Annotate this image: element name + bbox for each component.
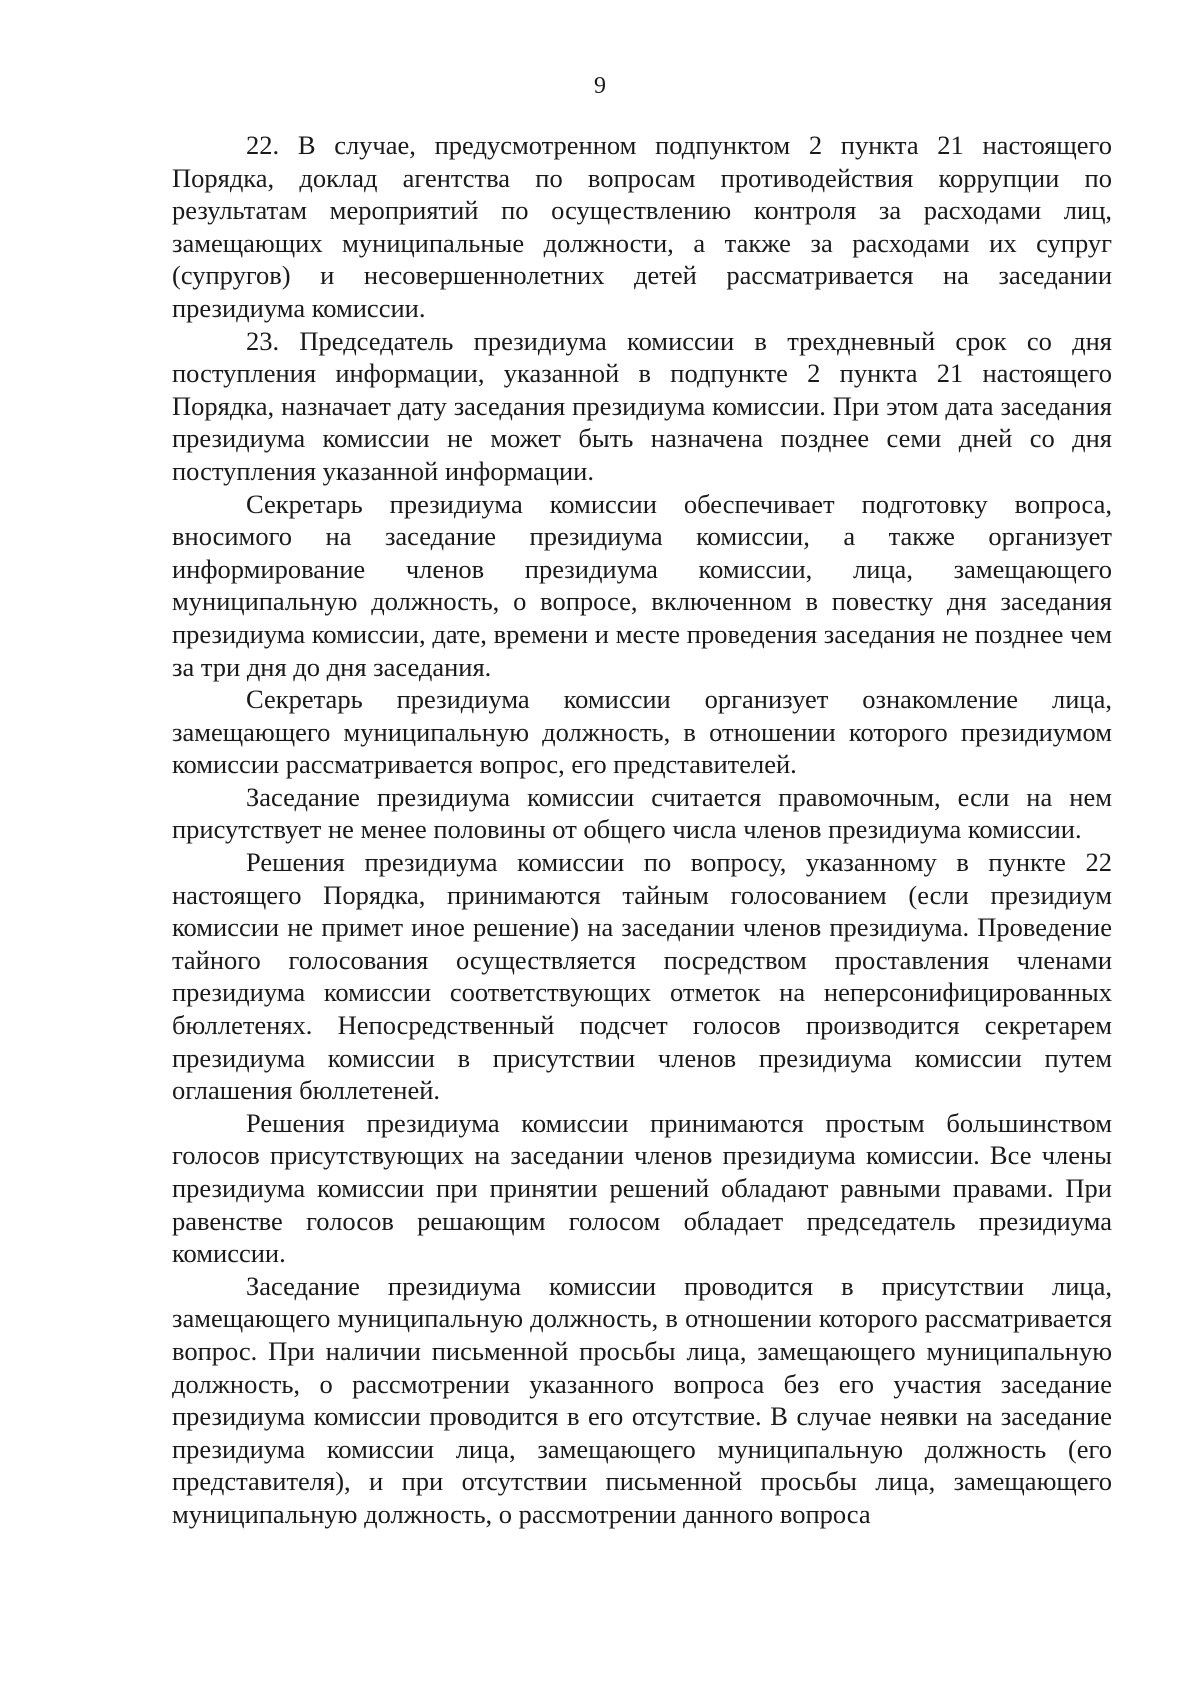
paragraph-secretary-preparation: Секретарь президиума комиссии обеспечивает подготовку вопроса, вносимого на заседание президиума комиссии, а также организует информирование членов президиума комиссии, лица, замещающего муниципальную должность, о вопросе, включенном в повестку дня заседания президиума комиссии, дате, времени и месте проведения заседания не позднее чем за три дня до дня заседания.: [172, 488, 1112, 682]
paragraph-secret-voting: Решения президиума комиссии по вопросу, указанному в пункте 22 настоящего Порядка, принимаются тайным голосованием (если президиум комиссии не примет иное решение) на заседании членов президиума. Проведение тайного голосования осуществляется посредством проставления членами президиума комиссии соответствующих отметок на неперсонифицированных бюллетенях. Непосредственный подсчет голосов производится секретарем президиума комиссии в присутствии членов президиума комиссии путем оглашения бюллетеней.: [172, 847, 1112, 1106]
paragraph-majority-decision: Решения президиума комиссии принимаются простым большинством голосов присутствующих на заседании членов президиума комиссии. Все члены президиума комиссии при принятии решений обладают равными правами. При равенстве голосов решающим голосом обладает председатель президиума комиссии.: [172, 1107, 1112, 1269]
paragraph-item-23: 23. Председатель президиума комиссии в трехдневный срок со дня поступления информации, указанной в подпункте 2 пункта 21 настоящего Порядка, назначает дату заседания президиума комиссии. При этом дата заседания президиума комиссии не может быть назначена позднее семи дней со дня поступления указанной информации.: [172, 325, 1112, 486]
document-body: [172, 129, 1112, 1531]
paragraph-secretary-familiarization: Секретарь президиума комиссии организует ознакомление лица, замещающего муниципальную должность, в отношении которого президиумом комиссии рассматривается вопрос, его представителей.: [172, 684, 1112, 780]
paragraph-quorum: Заседание президиума комиссии считается правомочным, если на нем присутствует не менее половины от общего числа членов президиума комиссии.: [172, 781, 1112, 845]
paragraph-item-22: 22. В случае, предусмотренном подпунктом 2 пункта 21 настоящего Порядка, доклад агентства по вопросам противодействия коррупции по результатам мероприятий по осуществлению контроля за расходами лиц, замещающих муниципальные должности, а также за расходами их супруг (супругов) и несовершеннолетних детей рассматривается на заседании президиума комиссии.: [172, 130, 1112, 323]
page-number: 9: [594, 73, 606, 99]
paragraph-meeting-attendance: Заседание президиума комиссии проводится в присутствии лица, замещающего муниципальную должность, в отношении которого рассматривается вопрос. При наличии письменной просьбы лица, замещающего муниципальную должность, о рассмотрении указанного вопроса без его участия заседание президиума комиссии проводится в его отсутствие. В случае неявки на заседание президиума комиссии лица, замещающего муниципальную должность (его представителя), и при отсутствии письменной просьбы лица, замещающего муниципальную должность, о рассмотрении данного вопроса: [172, 1270, 1112, 1529]
